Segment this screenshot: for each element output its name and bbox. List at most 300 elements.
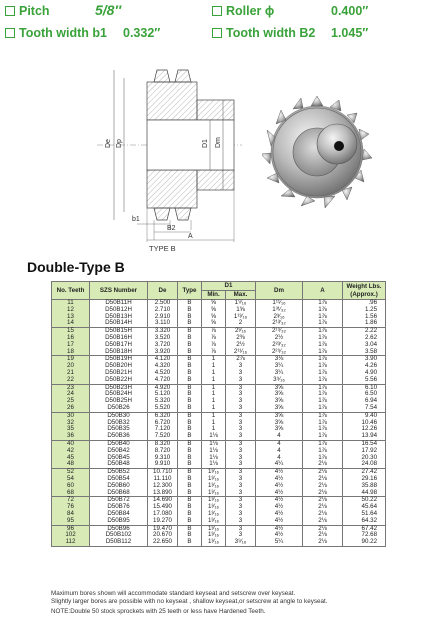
cell-de: 3.110 bbox=[148, 320, 178, 327]
cell-a: 2⅛ bbox=[303, 539, 343, 546]
cell-a: 1⅞ bbox=[303, 455, 343, 462]
cell-teeth: 60 bbox=[52, 483, 90, 490]
cell-teeth: 21 bbox=[52, 370, 90, 377]
cell-de: 5.320 bbox=[148, 398, 178, 405]
roller-label-line bbox=[212, 4, 274, 18]
col-header-number: SZS Number bbox=[90, 282, 148, 300]
cell-dm: 1¹¹⁄₁₆ bbox=[256, 300, 303, 307]
cell-type: B bbox=[178, 384, 202, 391]
pitch-label: Pitch bbox=[19, 4, 50, 18]
cell-type: B bbox=[178, 398, 202, 405]
cell-d1-max: 3 bbox=[226, 532, 256, 539]
cell-teeth: 26 bbox=[52, 405, 90, 412]
cell-dm: 4½ bbox=[256, 525, 303, 532]
cell-d1-min: 1³⁄₁₆ bbox=[202, 504, 226, 511]
cell-a: 1⅞ bbox=[303, 377, 343, 384]
cell-weight: 16.54 bbox=[343, 440, 386, 447]
cell-d1-min: 1 bbox=[202, 412, 226, 419]
note-line-3: NOTE:Double 50 stock sprockets with 25 teeth or less have Hardened Teeth. bbox=[51, 608, 266, 615]
cell-a: 1⅞ bbox=[303, 405, 343, 412]
cell-number: D50B21H bbox=[90, 370, 148, 377]
cell-number: D50B48 bbox=[90, 461, 148, 468]
cell-de: 11.110 bbox=[148, 476, 178, 483]
table-row bbox=[52, 412, 386, 419]
cell-weight: 44.98 bbox=[343, 490, 386, 497]
spec-header bbox=[0, 0, 438, 46]
cell-dm: 4¼ bbox=[256, 461, 303, 468]
cell-number: D50B40 bbox=[90, 440, 148, 447]
cell-dm: 3⅝ bbox=[256, 420, 303, 427]
cell-d1-min: 1³⁄₁₆ bbox=[202, 490, 226, 497]
tooth-b1-label-line bbox=[5, 26, 107, 40]
table-row bbox=[52, 398, 386, 405]
cell-dm: 4½ bbox=[256, 532, 303, 539]
table-row bbox=[52, 405, 386, 412]
cell-type: B bbox=[178, 448, 202, 455]
cell-type: B bbox=[178, 455, 202, 462]
cell-weight: 3.58 bbox=[343, 349, 386, 356]
cell-weight: 17.92 bbox=[343, 448, 386, 455]
cell-weight: 72.68 bbox=[343, 532, 386, 539]
cell-de: 19.470 bbox=[148, 525, 178, 532]
cell-type: B bbox=[178, 370, 202, 377]
cell-teeth: 42 bbox=[52, 448, 90, 455]
cell-a: 1⅞ bbox=[303, 335, 343, 342]
cell-type: B bbox=[178, 335, 202, 342]
cell-a: 2⅛ bbox=[303, 469, 343, 476]
cell-teeth: 52 bbox=[52, 469, 90, 476]
cell-teeth: 18 bbox=[52, 349, 90, 356]
cell-dm: 4½ bbox=[256, 483, 303, 490]
cell-number: D50B76 bbox=[90, 504, 148, 511]
table-row bbox=[52, 391, 386, 398]
table-row bbox=[52, 349, 386, 356]
cell-de: 10.710 bbox=[148, 469, 178, 476]
cell-a: 1⅞ bbox=[303, 307, 343, 314]
cell-dm: 4½ bbox=[256, 504, 303, 511]
cell-a: 1⅞ bbox=[303, 320, 343, 327]
roller-value: 0.400″ bbox=[331, 4, 369, 18]
cell-teeth: 84 bbox=[52, 511, 90, 518]
cell-teeth: 14 bbox=[52, 320, 90, 327]
cell-teeth: 11 bbox=[52, 300, 90, 307]
cell-d1-max: 3 bbox=[226, 469, 256, 476]
cell-a: 1⅞ bbox=[303, 391, 343, 398]
col-header-a: A bbox=[303, 282, 343, 300]
cell-weight: 2.22 bbox=[343, 328, 386, 335]
cell-a: 1⅞ bbox=[303, 300, 343, 307]
b2-label: B2 bbox=[167, 225, 176, 232]
checkbox-tooth-b1[interactable] bbox=[5, 28, 15, 38]
cell-d1-max: 1¹³⁄₁₆ bbox=[226, 314, 256, 321]
cell-type: B bbox=[178, 525, 202, 532]
cell-a: 1⅞ bbox=[303, 412, 343, 419]
cell-teeth: 24 bbox=[52, 391, 90, 398]
cell-d1-min: 1³⁄₁₆ bbox=[202, 497, 226, 504]
cell-d1-max: 3 bbox=[226, 440, 256, 447]
cell-a: 1⅞ bbox=[303, 363, 343, 370]
cell-teeth: 76 bbox=[52, 504, 90, 511]
cell-a: 2⅛ bbox=[303, 504, 343, 511]
cell-number: D50B11H bbox=[90, 300, 148, 307]
cell-type: B bbox=[178, 391, 202, 398]
table-row bbox=[52, 433, 386, 440]
cell-de: 4.120 bbox=[148, 356, 178, 363]
roller-label: Roller ϕ bbox=[226, 4, 275, 18]
cell-type: B bbox=[178, 356, 202, 363]
cell-dm: 4½ bbox=[256, 497, 303, 504]
tooth-b2-label-line bbox=[212, 26, 315, 40]
cell-d1-min: 1⅛ bbox=[202, 440, 226, 447]
table-row bbox=[52, 455, 386, 462]
cell-number: D50B15H bbox=[90, 328, 148, 335]
cell-d1-min: 1³⁄₁₆ bbox=[202, 476, 226, 483]
cell-dm: 2¹⁹⁄₃₂ bbox=[256, 328, 303, 335]
cell-dm: 3⅝ bbox=[256, 398, 303, 405]
cell-d1-max: 3 bbox=[226, 433, 256, 440]
cell-de: 13.890 bbox=[148, 490, 178, 497]
cell-a: 2⅛ bbox=[303, 490, 343, 497]
cell-dm: 3⅝ bbox=[256, 412, 303, 419]
cell-d1-min: ⅞ bbox=[202, 349, 226, 356]
cell-weight: 35.88 bbox=[343, 483, 386, 490]
table-row bbox=[52, 448, 386, 455]
cell-d1-min: 1³⁄₁₆ bbox=[202, 469, 226, 476]
cell-teeth: 72 bbox=[52, 497, 90, 504]
pitch-label-line bbox=[5, 4, 50, 18]
cell-de: 6.320 bbox=[148, 412, 178, 419]
cell-d1-min: ⅝ bbox=[202, 307, 226, 314]
cell-teeth: 20 bbox=[52, 363, 90, 370]
col-header-type: Type bbox=[178, 282, 202, 300]
cell-dm: 3⅛ bbox=[256, 356, 303, 363]
cell-teeth: 112 bbox=[52, 539, 90, 546]
cell-number: D50B22H bbox=[90, 377, 148, 384]
cell-type: B bbox=[178, 461, 202, 468]
cell-de: 4.320 bbox=[148, 363, 178, 370]
cell-teeth: 36 bbox=[52, 433, 90, 440]
table-row bbox=[52, 377, 386, 384]
cell-type: B bbox=[178, 511, 202, 518]
checkbox-pitch[interactable] bbox=[5, 6, 15, 16]
cell-de: 2.500 bbox=[148, 300, 178, 307]
cell-teeth: 15 bbox=[52, 328, 90, 335]
cell-number: D50B18H bbox=[90, 349, 148, 356]
cell-teeth: 32 bbox=[52, 420, 90, 427]
cell-d1-min: ⅝ bbox=[202, 314, 226, 321]
cell-type: B bbox=[178, 320, 202, 327]
cell-weight: 3.90 bbox=[343, 356, 386, 363]
cell-teeth: 48 bbox=[52, 461, 90, 468]
cell-type: B bbox=[178, 405, 202, 412]
cell-weight: 3.04 bbox=[343, 342, 386, 349]
cell-number: D50B45 bbox=[90, 455, 148, 462]
cell-type: B bbox=[178, 349, 202, 356]
cell-a: 2⅛ bbox=[303, 497, 343, 504]
col-header-weight: Weight Lbs. (Approx.) bbox=[343, 282, 386, 300]
cell-weight: 67.42 bbox=[343, 525, 386, 532]
cell-teeth: 16 bbox=[52, 335, 90, 342]
cell-de: 5.120 bbox=[148, 391, 178, 398]
cell-weight: .96 bbox=[343, 300, 386, 307]
cell-d1-min: 1 bbox=[202, 356, 226, 363]
cell-d1-max: 3 bbox=[226, 398, 256, 405]
cell-dm: 2½ bbox=[256, 335, 303, 342]
cell-type: B bbox=[178, 483, 202, 490]
cell-d1-min: 1 bbox=[202, 426, 226, 433]
cell-dm: 1³¹⁄₃₂ bbox=[256, 307, 303, 314]
cell-teeth: 68 bbox=[52, 490, 90, 497]
cell-d1-min: 1 bbox=[202, 363, 226, 370]
cell-dm: 4½ bbox=[256, 518, 303, 525]
cell-dm: 4 bbox=[256, 455, 303, 462]
cell-a: 1⅞ bbox=[303, 420, 343, 427]
cell-teeth: 23 bbox=[52, 384, 90, 391]
cell-de: 14.690 bbox=[148, 497, 178, 504]
cell-de: 2.910 bbox=[148, 314, 178, 321]
cell-a: 1⅞ bbox=[303, 448, 343, 455]
cell-weight: 27.42 bbox=[343, 469, 386, 476]
cell-d1-min: 1 bbox=[202, 377, 226, 384]
cell-number: D50B36 bbox=[90, 433, 148, 440]
cell-dm: 4½ bbox=[256, 511, 303, 518]
cell-weight: 1.86 bbox=[343, 320, 386, 327]
cell-weight: 5.56 bbox=[343, 377, 386, 384]
cell-type: B bbox=[178, 314, 202, 321]
table-row bbox=[52, 363, 386, 370]
cell-de: 4.720 bbox=[148, 377, 178, 384]
cell-d1-min: 1³⁄₁₆ bbox=[202, 518, 226, 525]
cell-d1-max: 3 bbox=[226, 511, 256, 518]
cell-d1-max: 3 bbox=[226, 412, 256, 419]
cell-d1-max: 2 bbox=[226, 320, 256, 327]
cell-dm: 2²⁹⁄₃₂ bbox=[256, 349, 303, 356]
cell-dm: 2¹³⁄₃₂ bbox=[256, 320, 303, 327]
cell-type: B bbox=[178, 497, 202, 504]
cell-type: B bbox=[178, 504, 202, 511]
cell-d1-min: ⅝ bbox=[202, 320, 226, 327]
cell-de: 4.920 bbox=[148, 384, 178, 391]
cell-de: 22.650 bbox=[148, 539, 178, 546]
cell-type: B bbox=[178, 440, 202, 447]
tooth-b2-label: Tooth width B2 bbox=[226, 26, 316, 40]
cell-a: 1⅞ bbox=[303, 314, 343, 321]
table-row bbox=[52, 320, 386, 327]
dp-label: Dp bbox=[116, 139, 123, 148]
cell-number: D50B32 bbox=[90, 420, 148, 427]
col-header-teeth: No. Teeth bbox=[52, 282, 90, 300]
cell-number: D50B102 bbox=[90, 532, 148, 539]
tooth-b1-label: Tooth width b1 bbox=[19, 26, 107, 40]
cell-d1-max: 3 bbox=[226, 490, 256, 497]
cell-number: D50B16H bbox=[90, 335, 148, 342]
cell-de: 3.720 bbox=[148, 342, 178, 349]
cell-d1-max: 3 bbox=[226, 476, 256, 483]
cell-number: D50B20H bbox=[90, 363, 148, 370]
cell-type: B bbox=[178, 532, 202, 539]
cell-type: B bbox=[178, 518, 202, 525]
cell-weight: 50.22 bbox=[343, 497, 386, 504]
cell-number: D50B54 bbox=[90, 476, 148, 483]
cell-teeth: 96 bbox=[52, 525, 90, 532]
cell-d1-min: 1³⁄₁₆ bbox=[202, 525, 226, 532]
cell-d1-max: 3 bbox=[226, 483, 256, 490]
cell-d1-max: 3 bbox=[226, 448, 256, 455]
table-row bbox=[52, 370, 386, 377]
cell-dm: 3¼ bbox=[256, 363, 303, 370]
cell-de: 6.720 bbox=[148, 420, 178, 427]
checkbox-tooth-b2[interactable] bbox=[212, 28, 222, 38]
cell-d1-max: 3 bbox=[226, 518, 256, 525]
cell-d1-min: 1⅛ bbox=[202, 461, 226, 468]
cell-d1-min: 1 bbox=[202, 420, 226, 427]
cell-d1-min: 1 bbox=[202, 398, 226, 405]
cell-d1-min: ⅞ bbox=[202, 342, 226, 349]
cell-type: B bbox=[178, 420, 202, 427]
cell-d1-max: 2⅞ bbox=[226, 356, 256, 363]
cell-de: 8.320 bbox=[148, 440, 178, 447]
table-row bbox=[52, 539, 386, 546]
cell-d1-max: 3 bbox=[226, 370, 256, 377]
cell-dm: 3⅝ bbox=[256, 405, 303, 412]
table-row bbox=[52, 440, 386, 447]
cell-a: 2⅛ bbox=[303, 525, 343, 532]
cell-type: B bbox=[178, 539, 202, 546]
cell-teeth: 25 bbox=[52, 398, 90, 405]
cell-weight: 6.10 bbox=[343, 384, 386, 391]
cell-d1-max: 3 bbox=[226, 420, 256, 427]
footnotes bbox=[51, 590, 431, 616]
cell-d1-max: 3 bbox=[226, 461, 256, 468]
cell-type: B bbox=[178, 476, 202, 483]
cell-number: D50B52 bbox=[90, 469, 148, 476]
cell-teeth: 12 bbox=[52, 307, 90, 314]
cell-a: 1⅞ bbox=[303, 440, 343, 447]
d1-label: D1 bbox=[202, 139, 209, 148]
cell-d1-min: 1⅛ bbox=[202, 455, 226, 462]
section-title: Double-Type B bbox=[27, 259, 125, 275]
cell-dm: 4½ bbox=[256, 469, 303, 476]
cell-weight: 13.94 bbox=[343, 433, 386, 440]
dm-label: Dm bbox=[215, 137, 222, 148]
cell-d1-min: 1³⁄₁₆ bbox=[202, 511, 226, 518]
cell-type: B bbox=[178, 300, 202, 307]
cell-number: D50B26 bbox=[90, 405, 148, 412]
cell-weight: 29.16 bbox=[343, 476, 386, 483]
cell-dm: 4 bbox=[256, 448, 303, 455]
cell-de: 17.080 bbox=[148, 511, 178, 518]
cell-d1-max: 3 bbox=[226, 426, 256, 433]
cell-a: 2⅛ bbox=[303, 483, 343, 490]
cell-number: D50B30 bbox=[90, 412, 148, 419]
cell-de: 7.120 bbox=[148, 426, 178, 433]
cell-number: D50B12H bbox=[90, 307, 148, 314]
table-row bbox=[52, 300, 386, 307]
cell-weight: 1.56 bbox=[343, 314, 386, 321]
cell-weight: 64.32 bbox=[343, 518, 386, 525]
cell-a: 2⅛ bbox=[303, 511, 343, 518]
cell-de: 3.520 bbox=[148, 335, 178, 342]
pitch-value: 5/8″ bbox=[95, 2, 122, 18]
cell-teeth: 13 bbox=[52, 314, 90, 321]
table-row bbox=[52, 314, 386, 321]
cell-a: 2⅛ bbox=[303, 476, 343, 483]
cell-number: D50B72 bbox=[90, 497, 148, 504]
cell-d1-min: 1 bbox=[202, 391, 226, 398]
cell-a: 1⅞ bbox=[303, 384, 343, 391]
note-line-1: Maximum bores shown will accommodate standard keyseat and setscrew over keyseat. bbox=[51, 590, 296, 597]
cell-d1-min: 1³⁄₁₆ bbox=[202, 532, 226, 539]
cell-d1-min: 1³⁄₁₆ bbox=[202, 483, 226, 490]
cell-d1-min: 1⅛ bbox=[202, 433, 226, 440]
col-header-d1: D1 bbox=[202, 282, 256, 291]
table-row bbox=[52, 307, 386, 314]
cell-teeth: 40 bbox=[52, 440, 90, 447]
cell-d1-max: 3 bbox=[226, 391, 256, 398]
cell-d1-max: 1⅝ bbox=[226, 307, 256, 314]
table-row bbox=[52, 335, 386, 342]
cell-a: 1⅞ bbox=[303, 426, 343, 433]
cell-d1-min: 1 bbox=[202, 384, 226, 391]
cell-d1-min: 1 bbox=[202, 370, 226, 377]
cell-weight: 4.26 bbox=[343, 363, 386, 370]
cell-a: 2⅛ bbox=[303, 461, 343, 468]
cell-teeth: 102 bbox=[52, 532, 90, 539]
cell-type: B bbox=[178, 363, 202, 370]
col-header-d1-max: Max. bbox=[226, 291, 256, 300]
cell-weight: 90.22 bbox=[343, 539, 386, 546]
de-label: De bbox=[105, 139, 112, 148]
cell-de: 9.910 bbox=[148, 461, 178, 468]
cell-dm: 5¼ bbox=[256, 539, 303, 546]
cell-number: D50B112 bbox=[90, 539, 148, 546]
cell-teeth: 35 bbox=[52, 426, 90, 433]
cell-type: B bbox=[178, 377, 202, 384]
cell-a: 1⅞ bbox=[303, 356, 343, 363]
cell-a: 1⅞ bbox=[303, 328, 343, 335]
cell-d1-min: ⅞ bbox=[202, 328, 226, 335]
cell-d1-max: 3 bbox=[226, 525, 256, 532]
cell-teeth: 19 bbox=[52, 356, 90, 363]
checkbox-roller[interactable] bbox=[212, 6, 222, 16]
col-header-d1-min: Min. bbox=[202, 291, 226, 300]
cell-number: D50B23H bbox=[90, 384, 148, 391]
cell-weight: 1.25 bbox=[343, 307, 386, 314]
cell-de: 3.320 bbox=[148, 328, 178, 335]
cell-weight: 45.64 bbox=[343, 504, 386, 511]
table-row bbox=[52, 426, 386, 433]
cell-de: 7.520 bbox=[148, 433, 178, 440]
cell-type: B bbox=[178, 490, 202, 497]
cell-d1-min: ⅞ bbox=[202, 335, 226, 342]
cell-d1-min: 1³⁄₁₆ bbox=[202, 539, 226, 546]
cell-a: 2⅛ bbox=[303, 518, 343, 525]
cell-number: D50B25H bbox=[90, 398, 148, 405]
cell-d1-max: 2³⁄₁₆ bbox=[226, 328, 256, 335]
cell-number: D50B95 bbox=[90, 518, 148, 525]
a-label: A bbox=[188, 233, 193, 240]
cell-weight: 24.08 bbox=[343, 461, 386, 468]
cell-d1-max: 3 bbox=[226, 405, 256, 412]
cell-d1-max: 3 bbox=[226, 377, 256, 384]
cell-number: D50B35 bbox=[90, 426, 148, 433]
cell-type: B bbox=[178, 328, 202, 335]
cell-type: B bbox=[178, 307, 202, 314]
cell-weight: 6.94 bbox=[343, 398, 386, 405]
cell-number: D50B24H bbox=[90, 391, 148, 398]
cell-weight: 20.30 bbox=[343, 455, 386, 462]
cell-dm: 2³⁄₁₆ bbox=[256, 314, 303, 321]
